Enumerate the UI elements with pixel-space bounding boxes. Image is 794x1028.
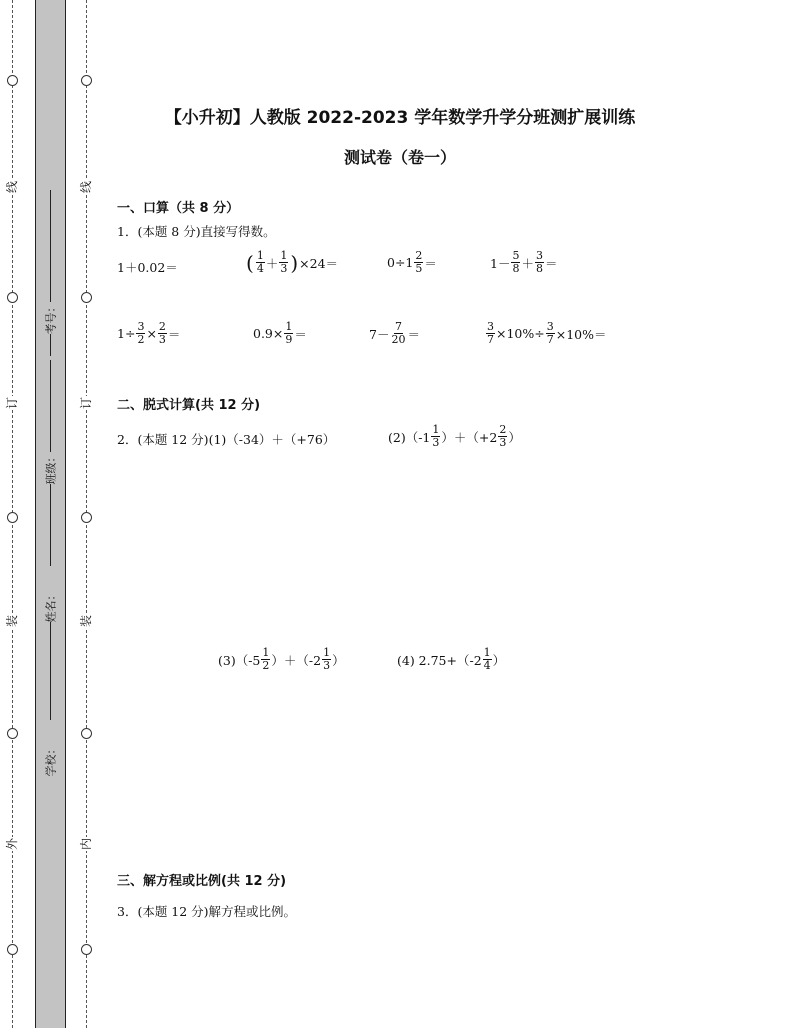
fraction: $\frac{2}{3}$	[158, 320, 166, 346]
fraction: $\frac{3}{2}$	[137, 320, 145, 346]
expression-lead: (2)（-1	[388, 429, 431, 445]
expression-mid: ×10%÷	[496, 326, 545, 341]
fraction: $\frac{1}{4}$	[483, 646, 491, 672]
binding-hole-icon	[81, 292, 92, 303]
expression-lead: 1－	[490, 255, 511, 271]
fraction: $\frac{7}{20}$	[391, 320, 406, 346]
fraction: $\frac{3}{7}$	[546, 320, 554, 346]
fraction: $\frac{1}{4}$	[256, 249, 264, 275]
expression-tail: ＝	[424, 255, 437, 271]
expression-tail: ）	[332, 652, 345, 668]
expression-tail: ＝	[407, 326, 420, 342]
q2-part-2	[388, 424, 521, 449]
question-3-prompt: 3．(本题 12 分)解方程或比例。	[117, 904, 297, 919]
expression-tail: ）	[492, 652, 506, 668]
q1-expression-4	[490, 250, 557, 275]
expression-mid: ）＋（-2	[271, 652, 322, 668]
outer-margin-char: 装	[5, 615, 19, 628]
binding-hole-icon	[81, 75, 92, 86]
q1-expression-6	[253, 321, 307, 346]
binding-hole-icon	[7, 512, 18, 523]
binding-hole-icon	[7, 944, 18, 955]
class-field[interactable]	[36, 360, 64, 566]
binding-hole-icon	[81, 512, 92, 523]
page-title: 【小升初】人教版 2022-2023 学年数学升学分班测扩展训练	[164, 108, 636, 128]
expression-lead: 7－	[369, 326, 390, 342]
binding-hole-icon	[81, 728, 92, 739]
fraction: $\frac{1}{9}$	[285, 320, 293, 346]
fraction: $\frac{1}{3}$	[323, 646, 331, 672]
question-2-prompt: 2．(本题 12 分)	[117, 432, 209, 447]
binding-hole-icon	[7, 292, 18, 303]
expression-lead: 1÷	[117, 326, 136, 341]
expression-lead: (4) 2.75+（-2	[397, 652, 482, 668]
binding-hole-icon	[7, 75, 18, 86]
expression-tail: ）	[508, 429, 521, 445]
expression-mid: ）＋（+2	[441, 429, 498, 445]
fraction: $\frac{5}{8}$	[512, 249, 520, 275]
school-label: 学校：	[44, 743, 57, 777]
times-sign: ×	[146, 326, 157, 341]
fraction: $\frac{2}{5}$	[415, 249, 423, 275]
q1-expression-2	[245, 250, 338, 275]
expression-lead: (3)（-5	[218, 652, 261, 668]
close-paren: )	[290, 250, 299, 275]
fraction: $\frac{3}{8}$	[535, 249, 543, 275]
page-subtitle: 测试卷（卷一）	[343, 148, 456, 167]
class-label: 班级：	[44, 451, 57, 485]
q1-expression-7	[369, 321, 420, 346]
outer-margin-char: 外	[5, 838, 19, 851]
exam-number-line	[50, 334, 51, 356]
expression-tail: ＝	[167, 326, 181, 342]
q1-expression-5	[117, 321, 180, 346]
fraction: $\frac{1}{2}$	[262, 646, 270, 672]
expression-tail: ＝	[544, 255, 558, 271]
exam-number-line	[50, 190, 51, 302]
question-1-prompt: 1．(本题 8 分)直接写得数。	[117, 224, 276, 239]
binding-hole-icon	[7, 728, 18, 739]
outer-margin-char: 线	[5, 181, 19, 194]
expression-tail: ＝	[294, 326, 307, 342]
class-line	[50, 360, 51, 452]
name-line	[50, 622, 51, 720]
inner-margin-char: 线	[79, 181, 93, 194]
q1-expression-3	[387, 250, 437, 275]
class-line	[50, 484, 51, 566]
plus-sign: ＋	[521, 255, 534, 271]
inner-margin-char: 内	[79, 838, 93, 851]
name-label: 姓名：	[44, 589, 57, 623]
name-field[interactable]	[36, 590, 64, 720]
binding-hole-icon	[81, 944, 92, 955]
section-heading-oral: 一、口算（共 8 分）	[117, 201, 240, 216]
plus-sign: ＋	[265, 255, 279, 271]
section-heading-calc: 二、脱式计算(共 12 分)	[117, 398, 261, 413]
q2-part-3	[218, 647, 345, 672]
fraction: $\frac{1}{3}$	[432, 423, 440, 449]
inner-margin-char: 装	[79, 615, 93, 628]
expression-tail: ×24＝	[299, 255, 339, 271]
school-field[interactable]	[36, 744, 64, 776]
expression-lead: 0.9×	[253, 326, 284, 341]
expression-tail: ×10%＝	[555, 326, 607, 342]
section-heading-equation: 三、解方程或比例(共 12 分)	[117, 874, 287, 889]
question-2-line	[117, 430, 335, 448]
open-paren: (	[246, 250, 254, 275]
fraction: $\frac{1}{3}$	[280, 249, 288, 275]
fraction: $\frac{3}{7}$	[487, 320, 494, 346]
q1-e1-text: 1＋0.02＝	[117, 260, 178, 275]
q1-expression-1	[117, 258, 178, 276]
exam-number-field[interactable]	[36, 190, 64, 356]
q2-part-1: (1)（-34）＋（+76）	[208, 432, 336, 447]
q2-part-4	[397, 647, 505, 672]
exam-number-label: 考号：	[44, 301, 57, 335]
expression-lead: 0÷1	[387, 255, 414, 270]
outer-margin-char: 订	[5, 397, 19, 410]
fraction: $\frac{2}{3}$	[499, 423, 507, 449]
inner-margin-char: 订	[79, 397, 93, 410]
q1-expression-8	[485, 321, 607, 346]
